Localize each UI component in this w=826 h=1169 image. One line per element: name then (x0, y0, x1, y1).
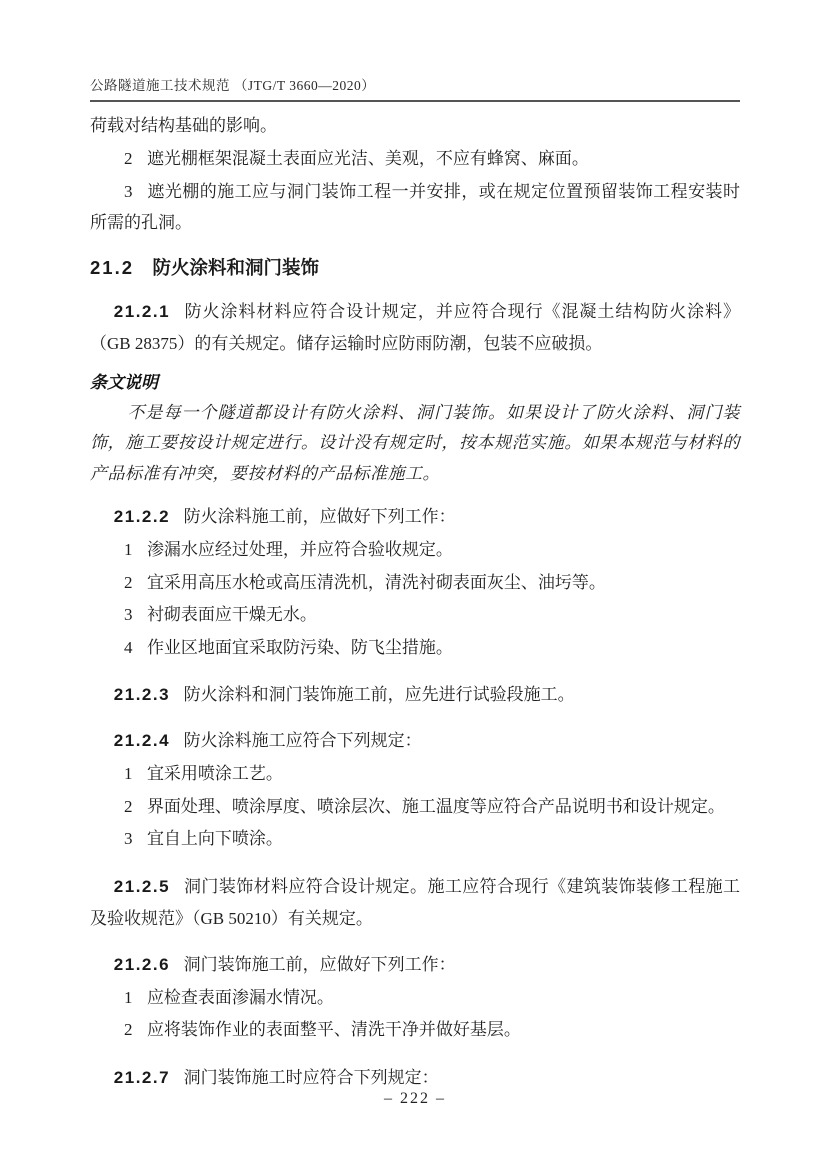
clause-text: 防火涂料材料应符合设计规定，并应符合现行《混凝土结构防火涂料》（GB 28375）的有关规定。储存运输时应防雨防潮，包装不应破损。 (90, 301, 740, 353)
clause-number: 21.2.7 (113, 1067, 171, 1087)
section-title: 防火涂料和洞门装饰 (152, 256, 320, 278)
item-number: 2 (124, 149, 133, 168)
commentary-block (90, 368, 740, 490)
item-text: 界面处理、喷涂厚度、喷涂层次、施工温度等应符合产品说明书和设计规定。 (146, 796, 725, 816)
list-item (90, 1014, 740, 1046)
clause-number: 21.2.1 (113, 301, 171, 321)
item-text: 作业区地面宜采取防污染、防飞尘措施。 (146, 637, 453, 657)
clause-paragraph (90, 679, 740, 711)
item-text: 应检查表面渗漏水情况。 (146, 987, 334, 1007)
clause-text: 洞门装饰材料应符合设计规定。施工应符合现行《建筑装饰装修工程施工及验收规范》（GB 50210）有关规定。 (90, 876, 740, 928)
clause-paragraph (90, 296, 740, 360)
list-item (90, 567, 740, 599)
section-number: 21.2 (90, 256, 135, 278)
clause-paragraph (90, 725, 740, 757)
page-footer (90, 1090, 740, 1108)
list-item (90, 176, 740, 239)
commentary-heading: 条文说明 (90, 372, 158, 392)
clause-paragraph (90, 1062, 740, 1094)
item-text: 宜自上向下喷涂。 (146, 829, 283, 848)
clause-text: 防火涂料施工应符合下列规定： (183, 731, 422, 750)
running-header-title: 公路隧道施工技术规范 （JTG/T 3660—2020） (90, 78, 376, 93)
item-number: 3 (124, 829, 133, 848)
item-text: 遮光棚框架混凝土表面应光洁、美观，不应有蜂窝、麻面。 (146, 149, 589, 168)
clause-paragraph (90, 949, 740, 981)
clause-paragraph (90, 501, 740, 533)
item-number: 1 (124, 764, 133, 783)
list-item (90, 982, 740, 1014)
intro-continuation-paragraph: 荷载对结构基础的影响。 (90, 116, 277, 135)
item-number: 4 (124, 637, 133, 657)
section-heading (90, 253, 740, 283)
list-item (90, 791, 740, 823)
item-number: 3 (124, 605, 133, 624)
clause-number: 21.2.4 (113, 731, 171, 750)
list-item (90, 534, 740, 566)
page-number: – 222 – (384, 1090, 446, 1107)
clause-paragraph (90, 871, 740, 935)
clause-text: 洞门装饰施工时应符合下列规定： (183, 1067, 439, 1087)
clause-number: 21.2.2 (113, 507, 171, 526)
item-text: 宜采用喷涂工艺。 (146, 764, 283, 783)
clause-text: 防火涂料和洞门装饰施工前，应先进行试验段施工。 (183, 685, 575, 704)
item-number: 1 (124, 987, 133, 1007)
item-text: 宜采用高压水枪或高压清洗机，清洗衬砌表面灰尘、油圬等。 (146, 572, 606, 592)
clause-text: 洞门装饰施工前，应做好下列工作： (183, 954, 456, 974)
item-text: 渗漏水应经过处理，并应符合验收规定。 (146, 540, 453, 559)
clause-text: 防火涂料施工前，应做好下列工作： (183, 507, 456, 526)
page-body (90, 110, 740, 1094)
clause-number: 21.2.6 (113, 954, 171, 974)
list-item (90, 758, 740, 790)
item-number: 3 (124, 181, 133, 201)
item-text: 遮光棚的施工应与洞门装饰工程一并安排，或在规定位置预留装饰工程安装时所需的孔洞。 (90, 181, 740, 232)
item-number: 2 (124, 572, 133, 592)
running-header (90, 74, 740, 102)
item-number: 2 (124, 1020, 133, 1039)
item-number: 2 (124, 796, 133, 816)
list-item (90, 599, 740, 631)
list-item (90, 143, 740, 175)
clause-number: 21.2.3 (113, 685, 171, 704)
list-item (90, 632, 740, 664)
list-item (90, 823, 740, 855)
item-number: 1 (124, 540, 133, 559)
item-text: 应将装饰作业的表面整平、清洗干净并做好基层。 (146, 1020, 521, 1039)
clause-number: 21.2.5 (113, 876, 171, 896)
item-text: 衬砌表面应干燥无水。 (146, 605, 317, 624)
commentary-body: 不是每一个隧道都设计有防火涂料、洞门装饰。如果设计了防火涂料、洞门装饰，施工要按设计规定进行。设计没有规定时，按本规范实施。如果本规范与材料的产品标准有冲突，要按材料的产品标准施工。 (90, 402, 740, 483)
